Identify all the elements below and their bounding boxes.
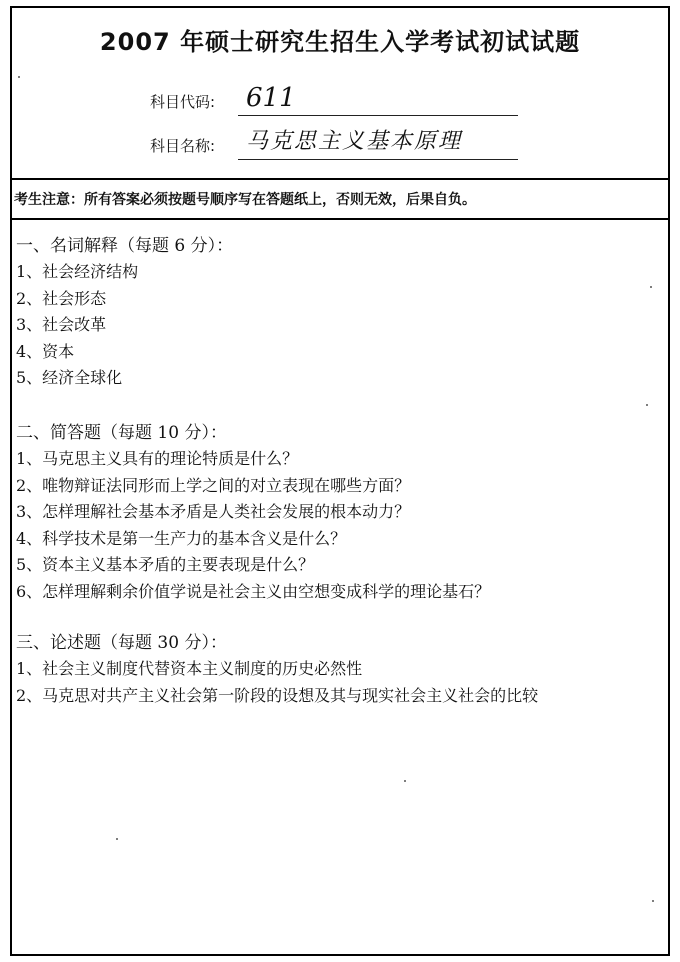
subject-name-value: 马克思主义基本原理 <box>238 125 518 160</box>
subject-name-label: 科目名称: <box>150 137 216 155</box>
section-heading: 一、名词解释（每题 6 分）： <box>16 236 234 256</box>
subject-code-label: 科目代码: <box>150 93 216 111</box>
section-essay <box>16 630 656 709</box>
scan-speck <box>652 900 654 902</box>
notice-text: 考生注意：所有答案必须按题号顺序写在答题纸上，否则无效，后果自负。 <box>14 192 476 208</box>
question-item: 4、资本 <box>16 341 75 361</box>
question-item: 1、社会主义制度代替资本主义制度的历史必然性 <box>16 659 363 678</box>
question-item: 1、社会经济结构 <box>16 262 139 281</box>
section-definitions <box>16 233 656 392</box>
question-item: 5、经济全球化 <box>16 368 123 387</box>
question-item: 3、社会改革 <box>16 315 107 334</box>
question-item: 3、怎样理解社会基本矛盾是人类社会发展的根本动力？ <box>16 502 411 521</box>
subject-name-row <box>150 126 518 160</box>
section-short-answer <box>16 420 656 605</box>
page-title: 2007 年硕士研究生招生入学考试初试试题 <box>99 28 581 56</box>
question-item: 2、社会形态 <box>16 288 107 308</box>
scan-speck <box>650 286 652 288</box>
question-item: 2、马克思对共产主义社会第一阶段的设想及其与现实社会主义社会的比较 <box>16 685 539 705</box>
scan-speck <box>116 838 118 840</box>
section-heading: 三、论述题（每题 30 分）： <box>16 633 227 653</box>
subject-code-value: 611 <box>238 81 518 116</box>
section-heading: 二、简答题（每题 10 分）： <box>16 423 227 443</box>
question-item: 1、马克思主义具有的理论特质是什么？ <box>16 449 299 468</box>
question-item: 4、科学技术是第一生产力的基本含义是什么？ <box>16 528 347 548</box>
subject-code-row <box>150 82 518 116</box>
question-item: 2、唯物辩证法同形而上学之间的对立表现在哪些方面？ <box>16 475 411 495</box>
scan-speck <box>18 76 20 78</box>
candidate-notice <box>12 178 668 220</box>
scan-speck <box>646 404 648 406</box>
question-item: 5、资本主义基本矛盾的主要表现是什么？ <box>16 555 315 574</box>
question-item: 6、怎样理解剩余价值学说是社会主义由空想变成科学的理论基石？ <box>16 581 491 601</box>
scan-speck <box>404 780 406 782</box>
